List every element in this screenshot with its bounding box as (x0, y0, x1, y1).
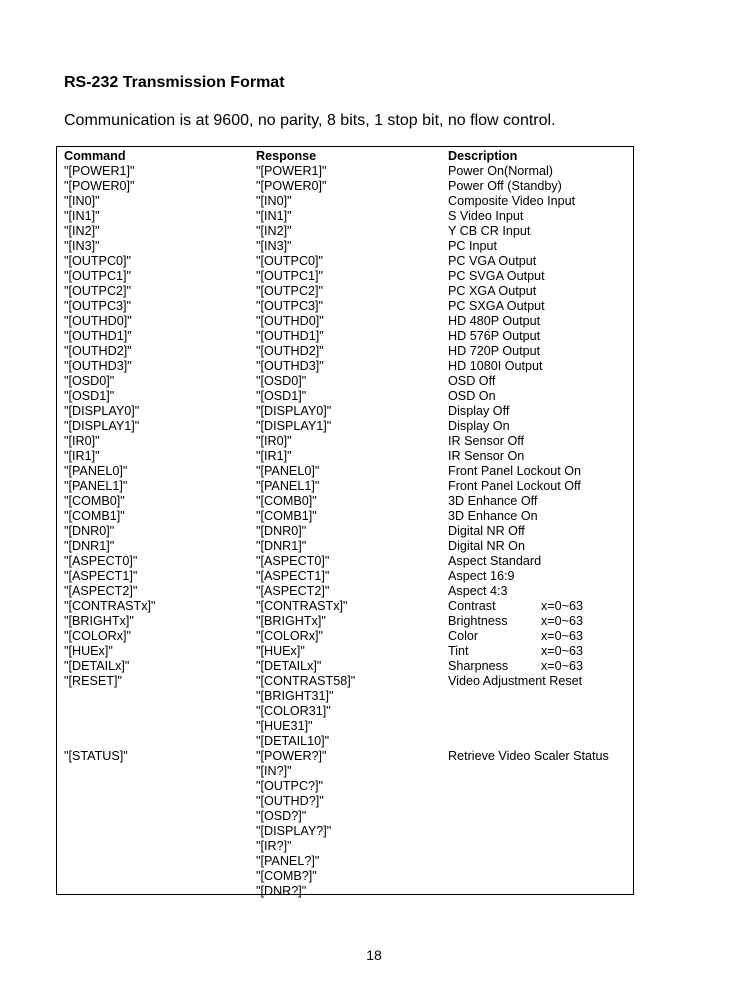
cell-response: "[HUEx]" (256, 644, 305, 658)
cell-command: "[OSD1]" (64, 389, 115, 403)
cell-response: "[PANEL1]" (256, 479, 320, 493)
cell-response: "[POWER1]" (256, 164, 327, 178)
cell-description: Retrieve Video Scaler Status (448, 749, 609, 763)
header-command: Command (64, 149, 126, 163)
cell-description: Front Panel Lockout Off (448, 479, 581, 493)
cell-response: "[OUTHD2]" (256, 344, 324, 358)
cell-command: "[BRIGHTx]" (64, 614, 134, 628)
cell-command: "[STATUS]" (64, 749, 128, 763)
cell-response: "[IN?]" (256, 764, 292, 778)
header-description: Description (448, 149, 518, 163)
cell-response: "[CONTRASTx]" (256, 599, 348, 613)
cell-description: HD 480P Output (448, 314, 541, 328)
cell-response: "[ASPECT2]" (256, 584, 330, 598)
cell-response: "[BRIGHT31]" (256, 689, 334, 703)
cell-response: "[DNR0]" (256, 524, 307, 538)
header-response: Response (256, 149, 317, 163)
cell-response: "[OUTPC3]" (256, 299, 324, 313)
cell-command: "[ASPECT2]" (64, 584, 138, 598)
cell-command: "[OUTHD1]" (64, 329, 132, 343)
cell-range: x=0~63 (541, 599, 584, 613)
cell-command: "[DNR0]" (64, 524, 115, 538)
cell-description: Digital NR Off (448, 524, 525, 538)
cell-description: Y CB CR Input (448, 224, 531, 238)
cell-response: "[IN2]" (256, 224, 292, 238)
cell-command: "[OUTHD2]" (64, 344, 132, 358)
cell-response: "[DETAIL10]" (256, 734, 330, 748)
cell-command: "[DISPLAY1]" (64, 419, 140, 433)
cell-command: "[OUTHD3]" (64, 359, 132, 373)
cell-command: "[IR0]" (64, 434, 100, 448)
cell-command: "[COMB1]" (64, 509, 125, 523)
cell-response: "[OSD?]" (256, 809, 307, 823)
cell-response: "[IN3]" (256, 239, 292, 253)
cell-response: "[POWER?]" (256, 749, 327, 763)
cell-response: "[IR?]" (256, 839, 292, 853)
cell-description: HD 1080I Output (448, 359, 543, 373)
cell-response: "[DNR?]" (256, 884, 307, 898)
cell-response: "[OUTPC2]" (256, 284, 324, 298)
cell-description: Composite Video Input (448, 194, 576, 208)
cell-command: "[RESET]" (64, 674, 122, 688)
cell-description: Sharpness (448, 659, 509, 673)
cell-response: "[BRIGHTx]" (256, 614, 326, 628)
cell-response: "[HUE31]" (256, 719, 313, 733)
cell-response: "[IN0]" (256, 194, 292, 208)
cell-response: "[COLORx]" (256, 629, 324, 643)
cell-description: Aspect 4:3 (448, 584, 508, 598)
cell-description: Digital NR On (448, 539, 525, 553)
cell-command: "[IN2]" (64, 224, 100, 238)
cell-response: "[COLOR31]" (256, 704, 331, 718)
cell-command: "[DETAILx]" (64, 659, 130, 673)
cell-response: "[DISPLAY?]" (256, 824, 332, 838)
cell-description: S Video Input (448, 209, 524, 223)
intro-paragraph: Communication is at 9600, no parity, 8 bits, 1 stop bit, no flow control. (64, 112, 556, 129)
cell-description: Contrast (448, 599, 496, 613)
cell-response: "[COMB1]" (256, 509, 317, 523)
cell-description: 3D Enhance Off (448, 494, 538, 508)
cell-response: "[IR1]" (256, 449, 292, 463)
cell-command: "[IN3]" (64, 239, 100, 253)
cell-command: "[COLORx]" (64, 629, 132, 643)
cell-description: HD 576P Output (448, 329, 541, 343)
cell-command: "[OUTPC1]" (64, 269, 132, 283)
cell-command: "[DISPLAY0]" (64, 404, 140, 418)
cell-command: "[OUTHD0]" (64, 314, 132, 328)
cell-command: "[IR1]" (64, 449, 100, 463)
cell-command: "[PANEL1]" (64, 479, 128, 493)
cell-command: "[POWER0]" (64, 179, 135, 193)
cell-response: "[OUTPC?]" (256, 779, 324, 793)
cell-description: IR Sensor Off (448, 434, 525, 448)
cell-response: "[OUTPC1]" (256, 269, 324, 283)
cell-description: Power Off (Standby) (448, 179, 562, 193)
cell-description: Color (448, 629, 479, 643)
section-heading: RS-232 Transmission Format (64, 74, 285, 91)
cell-command: "[ASPECT1]" (64, 569, 138, 583)
cell-response: "[DNR1]" (256, 539, 307, 553)
cell-description: Video Adjustment Reset (448, 674, 583, 688)
cell-description: Power On(Normal) (448, 164, 553, 178)
cell-description: Aspect Standard (448, 554, 542, 568)
cell-command: "[COMB0]" (64, 494, 125, 508)
cell-command: "[IN1]" (64, 209, 100, 223)
cell-response: "[COMB0]" (256, 494, 317, 508)
cell-range: x=0~63 (541, 659, 584, 673)
cell-description: OSD On (448, 389, 496, 403)
cell-command: "[IN0]" (64, 194, 100, 208)
cell-description: PC Input (448, 239, 498, 253)
cell-description: Front Panel Lockout On (448, 464, 582, 478)
cell-command: "[ASPECT0]" (64, 554, 138, 568)
cell-description: OSD Off (448, 374, 496, 388)
cell-description: Brightness (448, 614, 508, 628)
cell-response: "[OSD1]" (256, 389, 307, 403)
cell-command: "[OUTPC3]" (64, 299, 132, 313)
cell-description: Aspect 16:9 (448, 569, 515, 583)
cell-description: PC XGA Output (448, 284, 537, 298)
cell-command: "[OSD0]" (64, 374, 115, 388)
cell-description: PC SXGA Output (448, 299, 545, 313)
cell-description: 3D Enhance On (448, 509, 538, 523)
cell-command: "[OUTPC0]" (64, 254, 132, 268)
cell-response: "[IN1]" (256, 209, 292, 223)
cell-range: x=0~63 (541, 644, 584, 658)
cell-response: "[OUTHD0]" (256, 314, 324, 328)
cell-description: Display Off (448, 404, 510, 418)
command-table (56, 146, 634, 898)
cell-response: "[DISPLAY1]" (256, 419, 332, 433)
cell-response: "[OUTHD?]" (256, 794, 324, 808)
cell-command: "[HUEx]" (64, 644, 113, 658)
cell-range: x=0~63 (541, 614, 584, 628)
cell-command: "[CONTRASTx]" (64, 599, 156, 613)
cell-description: Tint (448, 644, 469, 658)
cell-command: "[OUTPC2]" (64, 284, 132, 298)
cell-response: "[ASPECT0]" (256, 554, 330, 568)
cell-response: "[ASPECT1]" (256, 569, 330, 583)
page-number: 18 (366, 947, 382, 963)
cell-description: PC SVGA Output (448, 269, 545, 283)
cell-response: "[OSD0]" (256, 374, 307, 388)
cell-response: "[OUTHD1]" (256, 329, 324, 343)
cell-response: "[CONTRAST58]" (256, 674, 356, 688)
cell-command: "[DNR1]" (64, 539, 115, 553)
cell-response: "[POWER0]" (256, 179, 327, 193)
cell-response: "[PANEL0]" (256, 464, 320, 478)
cell-command: "[PANEL0]" (64, 464, 128, 478)
cell-command: "[POWER1]" (64, 164, 135, 178)
cell-description: HD 720P Output (448, 344, 541, 358)
cell-range: x=0~63 (541, 629, 584, 643)
cell-response: "[PANEL?]" (256, 854, 320, 868)
cell-response: "[IR0]" (256, 434, 292, 448)
cell-description: IR Sensor On (448, 449, 525, 463)
cell-response: "[OUTPC0]" (256, 254, 324, 268)
cell-response: "[COMB?]" (256, 869, 317, 883)
cell-description: Display On (448, 419, 510, 433)
cell-description: PC VGA Output (448, 254, 537, 268)
cell-response: "[DISPLAY0]" (256, 404, 332, 418)
cell-response: "[DETAILx]" (256, 659, 322, 673)
cell-response: "[OUTHD3]" (256, 359, 324, 373)
